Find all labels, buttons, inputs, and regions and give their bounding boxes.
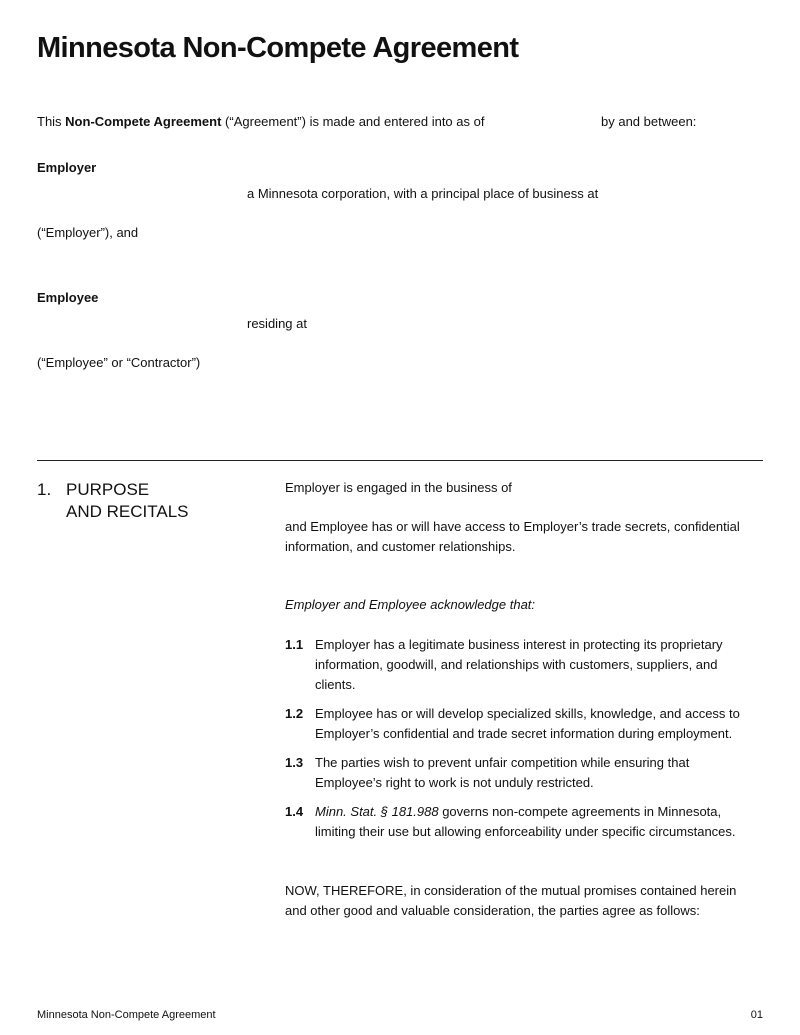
item-text: Employee has or will develop specialized skills, knowledge, and access to Employer’s confidential and trade secret information during employment.: [315, 706, 740, 741]
page-title: Minnesota Non-Compete Agreement: [37, 32, 519, 64]
item-text-rest: governs non-compete agreements in Minnesota, limiting their use but allowing enforceability under specific circumstances.: [315, 804, 736, 839]
section-number: 1.: [37, 480, 52, 499]
intro-prefix: This: [37, 114, 66, 129]
footer-title: Minnesota Non-Compete Agreement: [37, 1009, 216, 1021]
employee-residing-text: residing at: [247, 316, 307, 331]
list-item: [285, 753, 755, 793]
employee-heading: Employee: [37, 290, 99, 305]
section-title-line1: PURPOSE: [66, 480, 150, 499]
item-number: 1.2: [285, 706, 304, 721]
by-and-between: by and between:: [601, 114, 697, 129]
statute-citation: Minn. Stat. § 181.988: [315, 804, 439, 819]
section-title: [66, 479, 246, 523]
item-text: [315, 802, 755, 842]
employer-corp-text: a Minnesota corporation, with a principal place of business at: [247, 186, 599, 201]
item-text: The parties wish to prevent unfair competition while ensuring that Employee’s right to work is not unduly restricted.: [315, 755, 690, 790]
item-text: Employer has a legitimate business interest in protecting its proprietary information, goodwill, and relationships with customers, suppliers, and clients.: [315, 637, 723, 692]
therefore-text: NOW, THEREFORE, in consideration of the mutual promises contained herein and other good and valuable consideration, the parties agree as follows:: [285, 883, 737, 918]
section-divider: [37, 460, 763, 461]
item-number: 1.1: [285, 637, 304, 652]
employer-designation: (“Employer”), and: [37, 225, 139, 240]
access-text: and Employee has or will have access to Employer’s trade secrets, confidential information, and customer relationships.: [285, 519, 740, 554]
list-item: [285, 802, 755, 842]
item-number: 1.4: [285, 804, 304, 819]
employee-designation: (“Employee” or “Contractor”): [37, 355, 201, 370]
section-title-line2: AND RECITALS: [66, 502, 189, 521]
acknowledge-text: Employer and Employee acknowledge that:: [285, 597, 536, 612]
agreement-name: Non-Compete Agreement: [65, 114, 222, 129]
intro-line: [37, 112, 484, 132]
list-item: [285, 635, 755, 695]
intro-suffix: (“Agreement”) is made and entered into as of: [221, 114, 485, 129]
business-text: Employer is engaged in the business of: [285, 480, 512, 495]
employer-heading: Employer: [37, 160, 97, 175]
list-item: [285, 704, 755, 744]
item-number: 1.3: [285, 755, 304, 770]
page-number: 01: [750, 1009, 763, 1021]
